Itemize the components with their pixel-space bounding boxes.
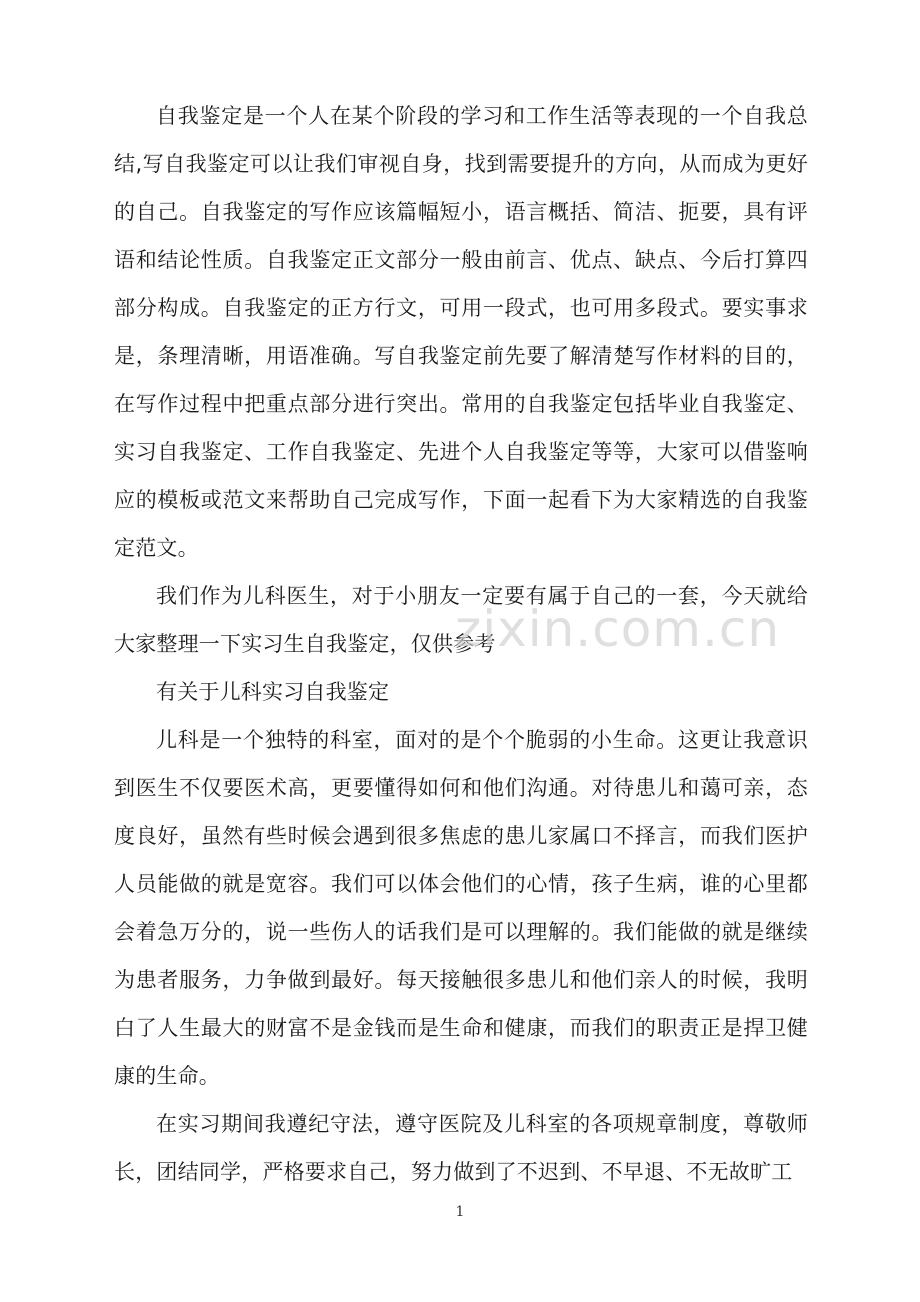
document-body xyxy=(114,92,808,1196)
section-heading: 有关于儿科实习自我鉴定 xyxy=(156,680,390,704)
page-number: 1 xyxy=(455,1204,465,1220)
intro-paragraph: 自我鉴定是一个人在某个阶段的学习和工作生活等表现的一个自我总结,写自我鉴定可以让我们审视自身，找到需要提升的方向，从而成为更好的自己。自我鉴定的写作应该篇幅短小，语言概括、简洁、扼要，具有评语和结论性质。自我鉴定正文部分一般由前言、优点、缺点、今后打算四部分构成。自我鉴定的正方行文，可用一段式，也可用多段式。要实事求是，条理清晰，用语准确。写自我鉴定前先要了解清楚写作材料的目的，在写作过程中把重点部分进行突出。常用的自我鉴定包括毕业自我鉴定、实习自我鉴定、工作自我鉴定、先进个人自我鉴定等等，大家可以借鉴响应的模板或范文来帮助自己完成写作，下面一起看下为大家精选的自我鉴定范文。 xyxy=(114,104,808,560)
context-paragraph: 我们作为儿科医生，对于小朋友一定要有属于自己的一套，今天就给大家整理一下实习生自我鉴定，仅供参考 xyxy=(114,584,808,656)
body-paragraph: 儿科是一个独特的科室，面对的是个个脆弱的小生命。这更让我意识到医生不仅要医术高，更要懂得如何和他们沟通。对待患儿和蔼可亲，态度良好，虽然有些时候会遇到很多焦虑的患儿家属口不择言，而我们医护人员能做的就是宽容。我们可以体会他们的心情，孩子生病，谁的心里都会着急万分的，说一些伤人的话我们是可以理解的。我们能做的就是继续为患者服务，力争做到最好。每天接触很多患儿和他们亲人的时候，我明白了人生最大的财富不是金钱而是生命和健康，而我们的职责正是捍卫健康的生命。 xyxy=(114,728,808,1088)
body-paragraph: 在实习期间我遵纪守法，遵守医院及儿科室的各项规章制度，尊敬师长，团结同学，严格要求自己，努力做到了不迟到、不早退、不无故旷工 xyxy=(114,1112,808,1184)
watermark: zixin.com.cn xyxy=(455,600,781,658)
